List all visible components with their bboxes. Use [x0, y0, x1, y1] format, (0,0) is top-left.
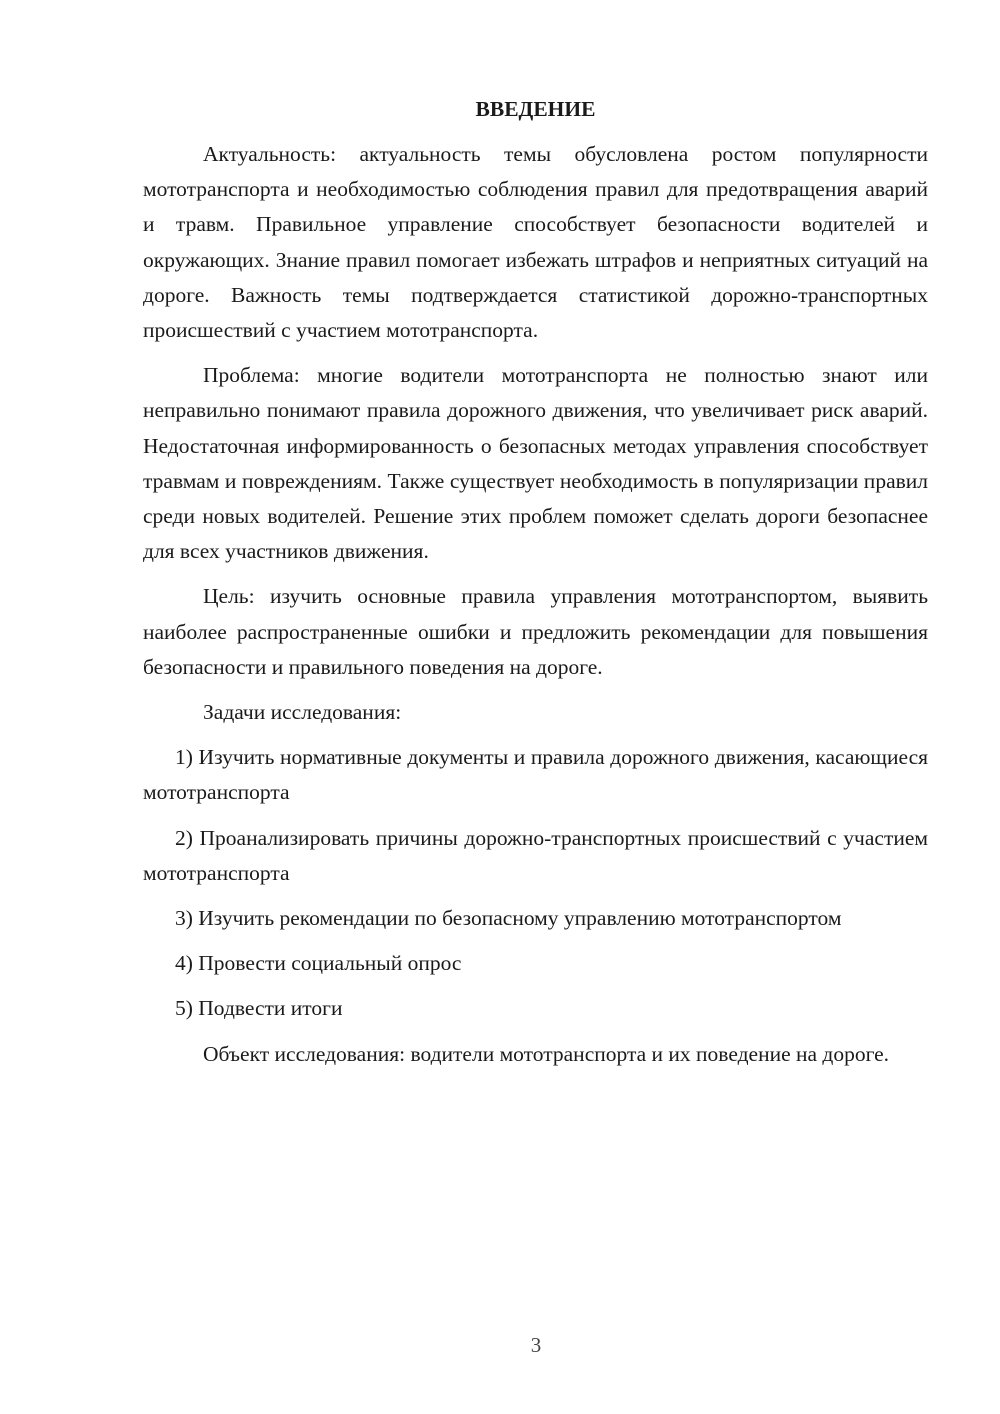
section-heading: ВВЕДЕНИЕ [475, 97, 596, 121]
problem-paragraph: Проблема: многие водители мототранспорта не полностью знают или неправильно понимают правила дорожного движения, что увеличивает риск аварий. Недостаточная информированность о безопасных методах управления способствует травмам и повреждениям. Также существует необходимость в популяризации правил среди новых водителей. Решение этих проблем поможет сделать дороги безопаснее для всех участников движения. [143, 363, 928, 564]
object-paragraph: Объект исследования: водители мототранспорта и их поведение на дороге. [203, 1041, 890, 1066]
task-item: 5) Подвести итоги [175, 996, 343, 1021]
document-page [143, 92, 928, 1082]
relevance-paragraph: Актуальность: актуальность темы обусловлена ростом популярности мототранспорта и необходимостью соблюдения правил для предотвращения аварий и травм. Правильное управление способствует безопасности водителей и окружающих. Знание правил помогает избежать штрафов и неприятных ситуаций на дороге. Важность темы подтверждается статистикой дорожно-транспортных происшествий с участием мототранспорта. [143, 142, 928, 343]
task-item: 3) Изучить рекомендации по безопасному управлению мототранспортом [175, 906, 842, 931]
tasks-intro: Задачи исследования: [203, 700, 402, 725]
task-item: 1) Изучить нормативные документы и правила дорожного движения, касающиеся мототранспорта [143, 745, 928, 805]
task-item: 2) Проанализировать причины дорожно-транспортных происшествий с участием мототранспорта [143, 825, 928, 885]
task-item: 4) Провести социальный опрос [175, 951, 462, 976]
goal-paragraph: Цель: изучить основные правила управления мототранспортом, выявить наиболее распространенные ошибки и предложить рекомендации для повышения безопасности и правильного поведения на дороге. [143, 584, 928, 679]
page-number: 3 [530, 1333, 542, 1357]
